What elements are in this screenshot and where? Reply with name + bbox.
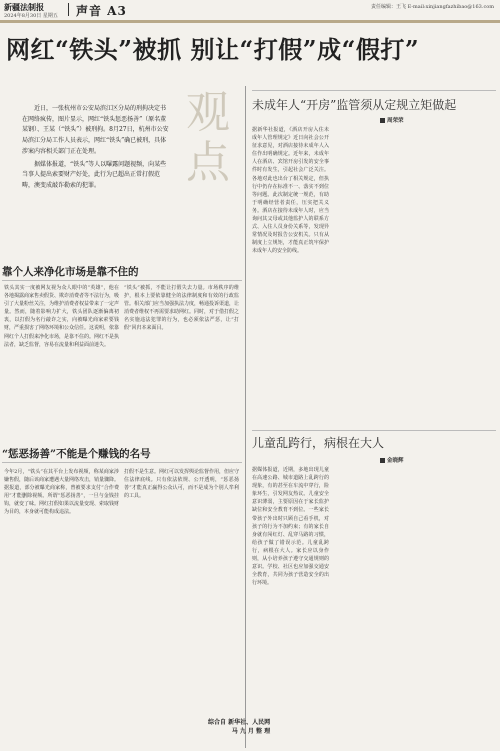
article-body: 据媒体报道，近期，多地出现儿童在高速公路、城市道路上乱跨行的现象，有的甚至在车流中穿行，险象环生，引发网友热议。儿童安全意识薄弱，主要原因在于家长监护缺位和安全教育不到位。一些家长带孩子外出时只顾自己看手机，对孩子的行为不加约束；有的家长自身就有闯红灯、乱穿马路的习惯，给孩子做了错误示范。儿童乱跨行，病根在大人。家长应以身作则，从小培养孩子遵守交通规则的意识。学校、社区也应加强交通安全教育，共同为孩子营造安全的出行环境。 <box>252 467 329 587</box>
intro-block <box>22 104 170 194</box>
compile-credit <box>208 718 270 736</box>
article-body: 铁头其实一度被网友视为众人眼中的“英雄”，他在各地揭露商家售卖假货、欺诈消费者等不法行为，吸引了大量粉丝关注，为维护消费者权益带来了一定声量。然而，随着影响力扩大，铁头团队逐渐偏离初衷，以打假为名行敲诈之实，向被曝光商家索要钱财，严重损害了网络环境和公众信任。这说明，依靠网红个人打假来净化市场，是靠不住的。网红不是执法者，缺乏监督，容易在流量和利益面前迷失。 <box>4 285 119 348</box>
header-divider <box>68 3 69 16</box>
credit-source: 综合自 新华社、人民网 <box>208 719 271 726</box>
article-title: 未成年人“开房”监管须从定规立矩做起 <box>252 98 457 112</box>
divider <box>2 462 242 463</box>
divider <box>2 280 242 281</box>
intro-paragraph: 据媒体报道，“铁头”等人以曝露问题视频，向某些当事人提出索要财产好处，此行为已超出正常打假范畴，澳变成敲诈勒索的犯罪。 <box>22 160 167 189</box>
guan-watermark: 观点 <box>186 87 230 188</box>
article-title: 靠个人来净化市场是靠不住的 <box>2 266 139 278</box>
article-body: 据新华社报道，《酒店开房入住未成年人管理规定》近日向社会公开征求意见，对酒店接待未成年人入住作出明确规定。近年来，未成年人在酒店、宾馆开房引发的安全事件时有发生，引起社会广泛关注。各地对此也出台了相关规定，但执行中仍存在标准不一、落实不到位等问题。此次制定统一规范，有助于明确经营者责任，压实把关义务。酒店在接待未成年人时，应当询问其父母或其他监护人的联系方式、入住人员身份关系等，发现异常情况及时报告公安机关。只有从制度上立规矩，才能真正筑牢保护未成年人的安全防线。 <box>252 127 329 255</box>
author-name: 金晓辉 <box>387 458 404 464</box>
divider <box>252 430 496 431</box>
intro-paragraph: 近日，一张杭州市公安局滨江区分局的刑拘决定书在网络疯传，图片显示，网红“铁头惩恶扬善”（原名董某钢）、王某（“铁头”）被刑拘。8月27日，杭州市公安局滨江分局工作人员表示，网红“铁头”确已被刑，具体涉案内容相关部门正在处理。 <box>22 105 169 155</box>
article-body-cont <box>416 466 496 748</box>
article-body: 今年2月，“铁头”在其平台上发布视频，称某商家涉嫌售假，随后该商家遭遇大量网络攻击，销量骤降。据报道，部分被曝光商家称，曾被要求支付“合作费用”才能删除视频。所谓“惩恶扬善”，一旦与金钱挂钩，就变了味。网红打假如果以流量变现、索取钱财为目的，本身就可能构成违法。 <box>4 469 119 516</box>
author-marker-icon <box>380 118 385 123</box>
article-body-cont <box>416 126 496 426</box>
author-marker-icon <box>380 458 385 463</box>
article-body-cont <box>334 466 411 748</box>
article-author <box>380 116 404 124</box>
credit-editor: 马 九 月 整 理 <box>231 728 271 735</box>
article-body: “铁头”被抓，不能让打假失去力量。市场秩序的维护，根本上要依靠健全的法律制度和有效的行政监管。相关部门应当加强执法力度，畅通投诉渠道，让消费者维权不再需要求助网红。同时，对于借打假之名实施违法犯罪的行为，也必须依法严惩，让“打假”回归本来面目。 <box>124 285 239 332</box>
article-body: 打假不是生意。网红可以发挥舆论监督作用，但应守住法律底线。只有依法依规、公开透明，“惩恶扬善”才能真正赢得公众认可，而不是成为个别人牟利的工具。 <box>124 469 239 500</box>
article-body-cont <box>334 126 411 426</box>
article-author <box>380 456 404 464</box>
article-title: “惩恶扬善”不能是个赚钱的名号 <box>2 448 151 460</box>
page-headline: 网红“铁头”被抓 别让“打假”成“假打” <box>6 35 420 64</box>
section-name: 声音 A3 <box>76 4 127 18</box>
column-divider <box>245 86 246 748</box>
header-ribbon <box>0 20 500 23</box>
newspaper-logo: 新疆法制报 <box>4 2 44 12</box>
article-title: 儿童乱跨行，病根在大人 <box>252 436 385 450</box>
editor-info: 责任编辑：王飞 E-mail:xinjiangfazhibao@163.com <box>371 4 494 10</box>
divider <box>252 90 496 91</box>
issue-date: 2024年8月30日 星期五 <box>4 13 58 19</box>
author-name: 周荣荣 <box>387 118 404 124</box>
